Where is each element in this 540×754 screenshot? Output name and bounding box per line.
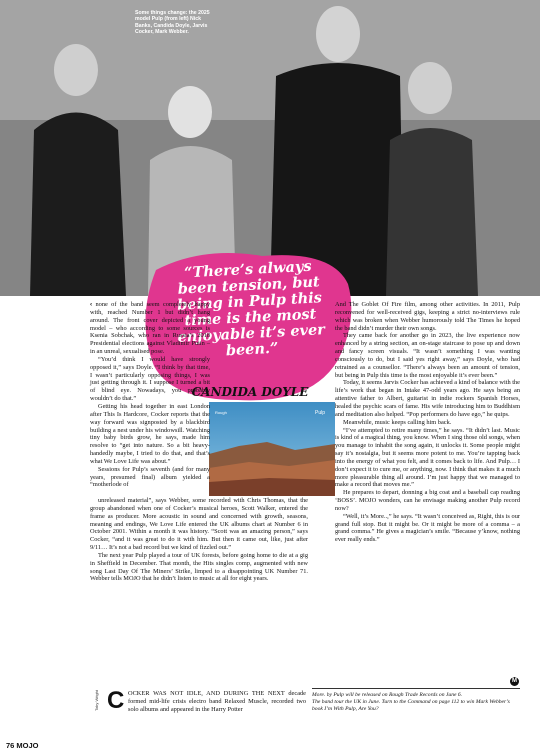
pull-quote-attribution: CANDIDA DOYLE (191, 385, 309, 399)
drop-cap: C (107, 687, 125, 714)
paragraph: Sessions for Pulp’s seventh (and for many years, presumed final) album yielded a “motherlode of (90, 465, 210, 489)
album-cover-art (209, 402, 335, 496)
paragraph: They came back for another go in 2023, the live experience now enhanced by a string section, an on-stage staircase to pose up and down and fancy screen visuals. “It wasn’t something I was wanting consciously to do, but I said yes right away,” says Doyle, who had retrained as a counsellor. “There’s always been an amount of tension, but being in Pulp this time is the most enjoyable it’s ever been.” (335, 332, 520, 379)
paragraph: “Well, it’s More..,” he says. “It wasn’t conceived as, Right, this is our grand full stop. But it might be. Or it might be more of a comma – a grand comma.” He gives a magician’s smile. “Because y’know, nothing ever really ends.” (335, 512, 520, 544)
drop-cap-paragraph: OCKER WAS NOT IDLE, AND DURING THE NEXT decade formed mid-life crisis electro band Relaxed Muscle, recorded two solo albums and appeared in the Harry Potter (128, 690, 306, 713)
article-lower-left (90, 497, 308, 583)
article-column-left (90, 301, 210, 489)
paragraph: Getting his head together in east London after This Is Hardcore, Cocker reports that the way forward was signposted by a blackbird building a nest under his windowsill. Watching tiny baby birds grow, he says, made him resolve to “get into nature. So a bit heavy-handedly maybe, I tried to do that, and that’s what We Love Life was about.” (90, 402, 210, 465)
photo-credit: Toby Wright (94, 690, 99, 712)
paragraph: And The Goblet Of Fire film, among other activities. In 2011, Pulp reconvened for well-received gigs, keeping a strict no-interviews rule which was broken when Webber humorously told The Times he hoped the band didn’t murder their own songs. (335, 301, 520, 332)
pull-quote: “There’s always been tension, but being in Pulp this time is the most enjoyable it’s ever been.” (176, 257, 326, 360)
continuation-marker: ‹ (90, 301, 93, 308)
article-column-right (335, 301, 520, 544)
photo-caption: Some things change: the 2025 model Pulp (from left) Nick Banks, Candida Doyle, Jarvis Cocker, Mark Webber. (135, 10, 210, 36)
footnote-line: The band tour the UK in June. Turn to the Command on page 112 to win Mark Webber’s book I’m With Pulp, Are You? (312, 699, 510, 712)
footnote-line: More. by Pulp will be released on Rough Trade Records on June 6. (312, 692, 463, 698)
footnote (312, 688, 520, 713)
paragraph: “You’d think I would have strongly opposed it,” says Doyle. “I think by that time, I wasn’t particularly opposing things, I was just getting through it. I suppose I turned a bit of blind eye. Nowadays, you probably wouldn’t do that.” (90, 355, 210, 403)
paragraph: “I’ve attempted to retire many times,” he says. “It didn’t last. Music is kind of a magical thing, you know. When I sing those old songs, when you manage to inhabit the song again, it unlocks it. Some people might say it’s nostalgia, but it seems more potent to me. You’re tapping back into the energy of what you felt, and it comes back to life. And Pulp… I don’t expect it to cure me, or anything, now. I think that makes it a much more pleasurable thing all around. I’m just happy that we managed to make a record that moves me.” (335, 426, 520, 489)
paragraph (90, 301, 210, 356)
paragraph-text: none of the band seem completely happy with, reached Number 1 but didn’t hang around. The front cover depicted a young model – who according to some sources is Ksenia Sobchak, who ran in Russia’s 2018 Presidential elections against Vladimir Putin – in an unreal, sexualised pose. (90, 301, 210, 356)
paragraph: The next year Pulp played a tour of UK forests, before going home to die at a gig in Sheffield in December. That month, the Hits singles comp, augmented with new song Last Day Of The Miners’ Strike, limped to a disappointing UK Number 71. Webber tells MOJO that he didn’t listen to music at all for eight years. (90, 551, 308, 583)
paragraph: He prepares to depart, donning a big coat and a baseball cap reading ‘BOSS’. MOJO wonders, can he envisage making another Pulp record now? (335, 489, 520, 512)
album-cover-title: Pulp (314, 410, 325, 416)
page-folio: 76 MOJO (6, 741, 39, 750)
album-cover (209, 402, 335, 496)
paragraph: Meanwhile, music keeps calling him back. (343, 418, 452, 426)
mojo-end-mark-icon: M (512, 678, 517, 684)
paragraph: unreleased material”, says Webber, some recorded with Chris Thomas, that the group abandoned when one of Cocker’s musical heroes, Scott Walker, entered the frame as producer. More acoustic in sound and concerned with growth, seasons, meaning and endings, We Love Life entered the UK albums chart at Number 6 in October 2001. Within a month it was history. “Scott was an amazing person,” says Cocker, “and it was great to do it with him. But then it came out, like, just after 9/11… It’s not a bad record but we kind of fizzled out.” (90, 497, 308, 552)
album-cover-brand: Rough (215, 410, 227, 415)
paragraph: Today, it seems Jarvis Cocker has achieved a kind of balance with the life’s work that began in Intake 47-odd years ago. He says being an attentive father to Albert, guitarist in indie rockers Spanish Horses, healed the psychic scars of fame. His wife introducing him to Buddhism and meditation also helped. “Pop performers do have ego,” he quips. (335, 379, 520, 418)
